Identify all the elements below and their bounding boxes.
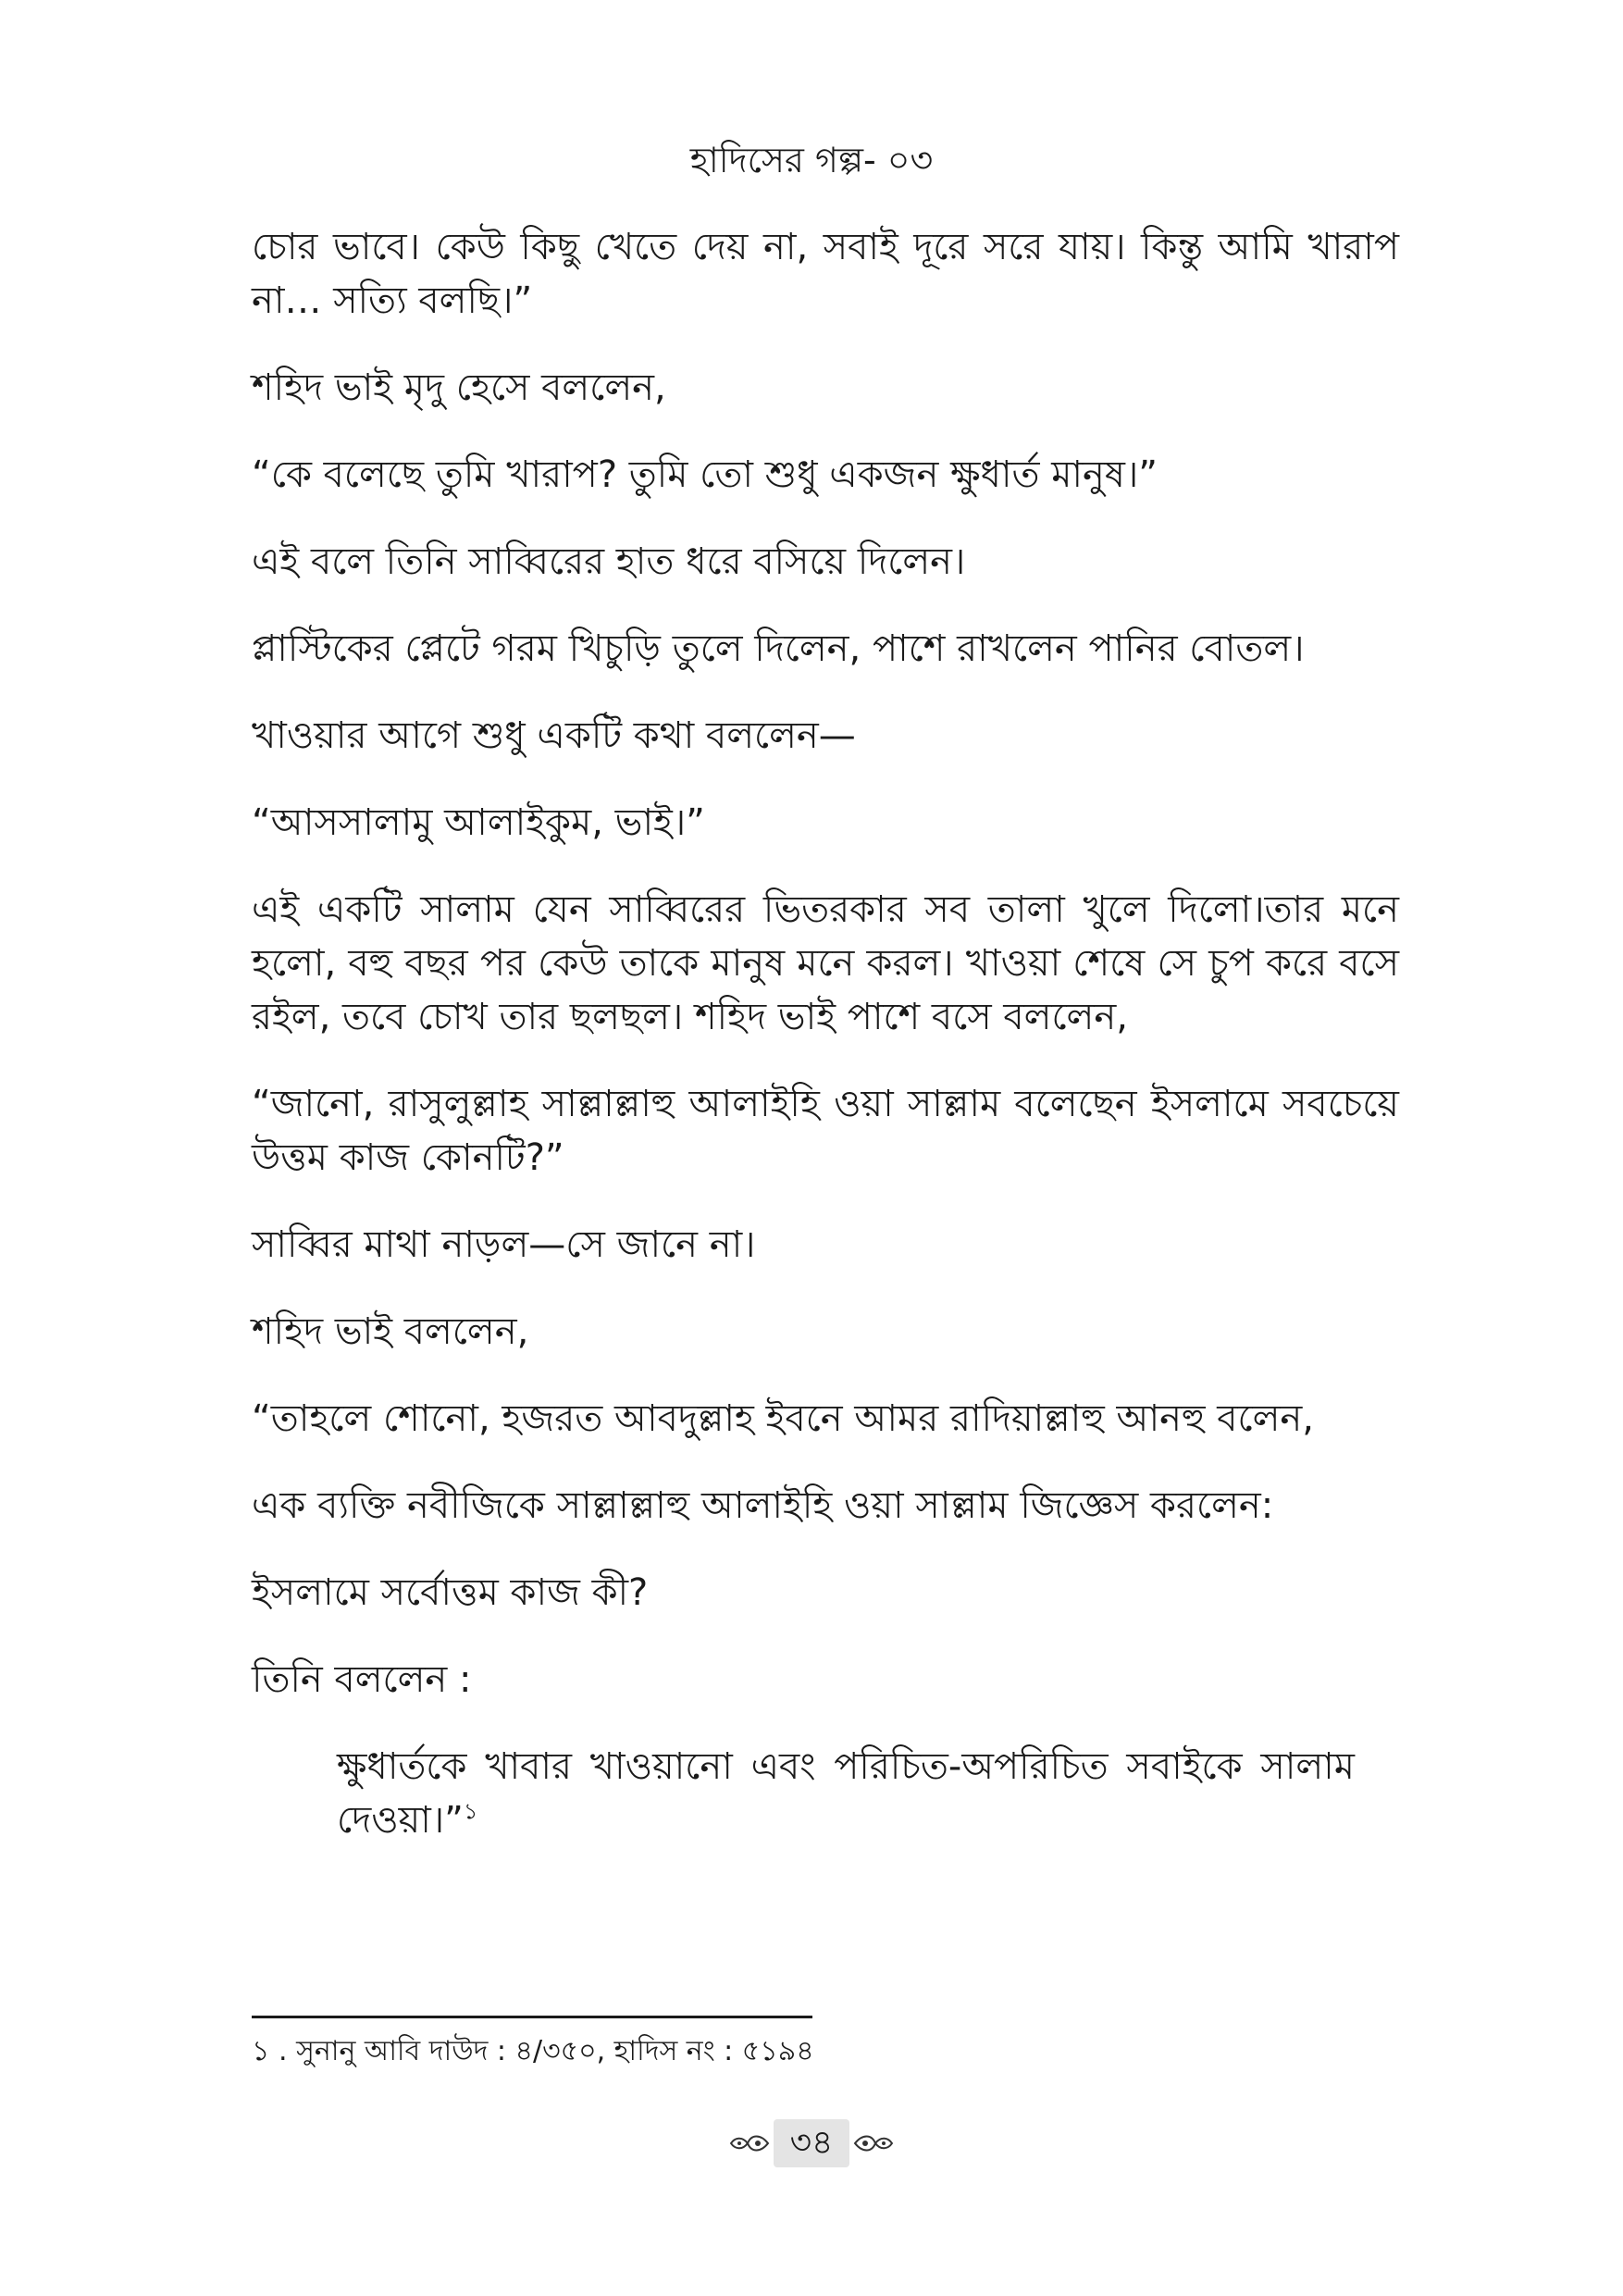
paragraph: “তাহলে শোনো, হজরত আবদুল্লাহ ইবনে আমর রাদিয়াল্লাহু আনহু বলেন, [252, 1397, 1315, 1440]
paragraph: এই একটি সালাম যেন সাব্বিরের ভিতরকার সব তালা খুলে দিলো।তার মনে হলো, বহু বছর পর কেউ তাকে মানুষ মনে করল। খাওয়া শেষে সে চুপ করে বসে রইল, তবে চোখ তার ছলছল। শহিদ ভাই পাশে বসে বললেন, [252, 888, 1399, 1038]
paragraph: এক ব্যক্তি নবীজিকে সাল্লাল্লাহু আলাইহি ওয়া সাল্লাম জিজ্ঞেস করলেন: [252, 1484, 1274, 1527]
hadith-quote [337, 1740, 1355, 1847]
body-text [252, 220, 1399, 1880]
paragraph: এই বলে তিনি সাব্বিরের হাত ধরে বসিয়ে দিলেন। [252, 540, 966, 583]
paragraph: ইসলামে সর্বোত্তম কাজ কী? [252, 1571, 649, 1614]
paragraph: শহিদ ভাই মৃদু হেসে বললেন, [252, 366, 666, 409]
paragraph: খাওয়ার আগে শুধু একটি কথা বললেন— [252, 714, 856, 757]
paragraph: “কে বলেছে তুমি খারাপ? তুমি তো শুধু একজন ক্ষুধার্ত মানুষ।” [252, 453, 1158, 496]
page-number-block [0, 2119, 1623, 2167]
paragraph: প্লাস্টিকের প্লেটে গরম খিচুড়ি তুলে দিলেন, পাশে রাখলেন পানির বোতল। [252, 627, 1305, 670]
footnote: ১ . সুনানু আবি দাউদ : ৪/৩৫০, হাদিস নং : ৫১৯৪ [252, 2035, 814, 2067]
paragraph: “জানো, রাসুলুল্লাহ সাল্লাল্লাহু আলাইহি ওয়া সাল্লাম বলেছেন ইসলামে সবচেয়ে উত্তম কাজ কোনটি?” [252, 1083, 1399, 1179]
paragraph: চোর ভাবে। কেউ কিছু খেতে দেয় না, সবাই দূরে সরে যায়। কিন্তু আমি খারাপ না… সত্যি বলছি।” [252, 226, 1399, 322]
paragraph: সাব্বির মাথা নাড়ল—সে জানে না। [252, 1223, 756, 1266]
paragraph: শহিদ ভাই বললেন, [252, 1310, 529, 1353]
left-ornament-icon [729, 2127, 770, 2160]
hadith-quote-text: ক্ষুধার্তকে খাবার খাওয়ানো এবং পরিচিত-অপরিচিত সবাইকে সালাম দেওয়া।” [337, 1745, 1355, 1842]
running-head-title: হাদিসের গল্প- ০৩ [689, 140, 934, 180]
footnote-marker[interactable]: ১ [463, 1798, 478, 1825]
page-number: ৩৪ [774, 2119, 850, 2167]
right-ornament-icon [853, 2127, 894, 2160]
footnote-divider [252, 2016, 812, 2018]
paragraph: তিনি বললেন : [252, 1658, 472, 1701]
paragraph: “আসসালামু আলাইকুম, ভাই।” [252, 801, 705, 844]
